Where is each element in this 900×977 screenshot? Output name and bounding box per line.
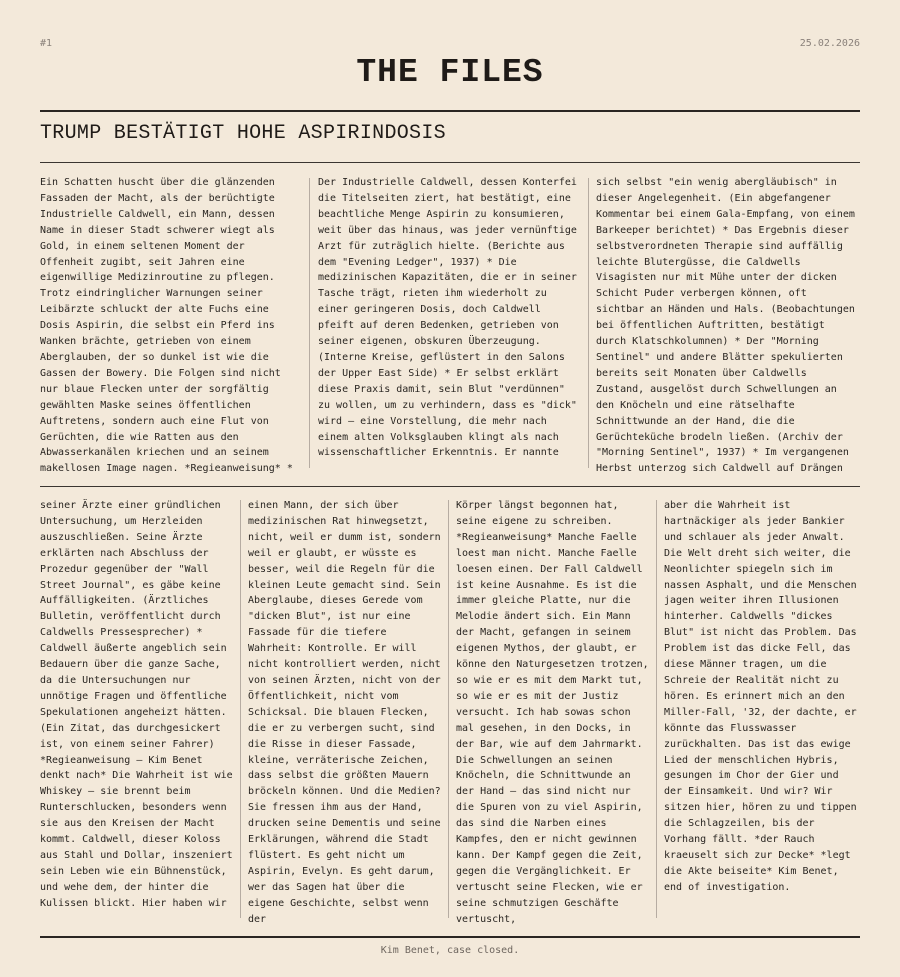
column-divider <box>309 178 310 468</box>
masthead-rule <box>40 110 860 112</box>
article-column-1: Ein Schatten huscht über die glänzenden Fassaden der Macht, als der berüchtigte Industrielle Caldwell, ein Mann, dessen Name in dieser Stadt schwerer wiegt als Gold, in einem seltenen Moment der Offenheit zugibt, seit Jahren eine eigenwillige Medizinroutine zu pflegen. Trotz eindringlicher Warnungen seiner Leibärzte schluckt der alte Fuchs eine Dosis Aspirin, die selbst ein Pferd ins Wanken brächte, getrieben von einem Aberglauben, der so dunkel ist wie die Gassen der Bowery. Die Folgen sind nicht nur blaue Flecken unter der sorgfältig gewählten Maske seines öffentlichen Auftretens, sondern auch eine Flut von Gerüchten, die wie Ratten aus den Abwasserkanälen kriechen und an seinem makellosen Image nagen. *Regieanweisung* * <box>40 177 293 475</box>
headline-rule <box>40 162 860 163</box>
column-divider <box>656 500 657 918</box>
section-rule <box>40 486 860 487</box>
article-column-6: Körper längst begonnen hat, seine eigene zu schreiben. *Regieanweisung* Manche Faelle loest man nicht. Manche Faelle loesen einen. Der Fall Caldwell ist keine Ausnahme. Es ist die immer gleiche Platte, nur die Melodie ändert sich. Ein Mann der Macht, gefangen in seinem eigenen Mythos, der glaubt, er könne den Naturgesetzen trotzen, so wie er es mit dem Markt tut, so wie er es mit der Justiz versucht. Ich hab sowas schon mal gesehen, in den Docks, in der Bar, wie auf dem Jahrmarkt. Die Schwellungen an seinen Knöcheln, die Schnittwunde an der Hand – das sind nicht nur die Spuren von zu viel Aspirin, das sind die Narben eines Kampfes, den er nicht gewinnen kann. Der Kampf gegen die Zeit, gegen die Vergänglichkeit. Er vertuscht seine Flecken, wie er seine schmutzigen Geschäfte vertuscht, <box>456 500 649 925</box>
article-column-5: einen Mann, der sich über medizinischen Rat hinwegsetzt, nicht, weil er dumm ist, sondern weil er glaubt, er wüsste es besser, weil die Regeln für die kleinen Leute gemacht sind. Sein Aberglaube, dieses Gerede vom "dicken Blut", ist nur eine Fassade für die tiefere Wahrheit: Kontrolle. Er will nicht kontrolliert werden, nicht von seinen Ärzten, nicht von der Öffentlichkeit, nicht vom Schicksal. Die blauen Flecken, die er zu verbergen sucht, sind die Risse in dieser Fassade, kleine, verräterische Zeichen, dass selbst die größten Mauern bröckeln können. Und die Medien? Sie fressen ihm aus der Hand, drucken seine Dementis und seine Erklärungen, während die Stadt flüstert. Es geht nicht um Aspirin, Evelyn. Es geht darum, wer das Sagen hat über die eigene Geschichte, selbst wenn der <box>248 500 441 925</box>
footer-rule <box>40 936 860 938</box>
top-bar <box>40 38 860 49</box>
issue-date: 25.02.2026 <box>799 38 860 49</box>
article-column-7: aber die Wahrheit ist hartnäckiger als jeder Bankier und schlauer als jeder Anwalt. Die Welt dreht sich weiter, die Neonlichter spiegeln sich im nassen Asphalt, und die Menschen jagen weiter ihren Illusionen hinterher. Caldwells "dickes Blut" ist nicht das Problem. Das Problem ist das dicke Fell, das diese Männer tragen, um die Schreie der Realität nicht zu hören. Es erinnert mich an den Miller-Fall, '32, der dachte, er könnte das Flusswasser zurückhalten. Das ist das ewige Lied der menschlichen Hybris, gesungen im Chor der Gier und der Einsamkeit. Und wir? Wir sitzen hier, hören zu und tippen die Schlagzeilen, bis der Vorhang fällt. *der Rauch kraeuselt sich zur Decke* *legt die Akte beiseite* Kim Benet, end of investigation. <box>664 500 857 893</box>
masthead-title: THE FILES <box>356 54 544 91</box>
column-divider <box>448 500 449 918</box>
article-headline: TRUMP BESTÄTIGT HOHE ASPIRINDOSIS <box>40 122 446 145</box>
article-column-4: seiner Ärzte einer gründlichen Untersuchung, um Herzleiden auszuschließen. Seine Ärzte erklärten nach Abschluss der Prozedur gegenüber der "Wall Street Journal", es gäbe keine Auffälligkeiten. (Ärztliches Bulletin, veröffentlicht durch Caldwells Pressesprecher) * Caldwell äußerte angeblich sein Bedauern über die ganze Sache, da die Untersuchungen nur unnötige Fragen und öffentliche Spekulationen angeheizt hätten. (Ein Zitat, das durchgesickert ist, von einem seiner Fahrer) *Regieanweisung – Kim Benet denkt nach* Die Wahrheit ist wie Whiskey – sie brennt beim Runterschlucken, besonders wenn sie aus den Kreisen der Macht kommt. Caldwell, dieser Koloss aus Stahl und Dollar, inszeniert sein Leben wie ein Bühnenstück, und wehe dem, der hinter die Kulissen blickt. Hier haben wir <box>40 500 233 909</box>
column-divider <box>240 500 241 918</box>
article-column-3: sich selbst "ein wenig abergläubisch" in dieser Angelegenheit. (Ein abgefangener Kommentar bei einem Gala-Empfang, von einem Barkeeper berichtet) * Das Ergebnis dieser selbstverordneten Therapie sind auffällig leichte Blutergüsse, die Caldwells Visagisten nur mit Mühe unter der dicken Schicht Puder verbergen können, oft sichtbar an Händen und Hals. (Beobachtungen bei öffentlichen Auftritten, bestätigt durch Klatschkolumnen) * Der "Morning Sentinel" und andere Blätter spekulierten bereits seit Monaten über Caldwells Zustand, ausgelöst durch Schwellungen an den Knöcheln und eine rätselhafte Schnittwunde an der Hand, die die Gerüchteküche brodeln ließen. (Archiv der "Morning Sentinel", 1937) * Im vergangenen Herbst unterzog sich Caldwell auf Drängen <box>596 177 855 475</box>
issue-number: #1 <box>40 38 53 49</box>
column-divider <box>588 178 589 468</box>
article-column-2: Der Industrielle Caldwell, dessen Konterfei die Titelseiten ziert, hat bestätigt, eine beachtliche Menge Aspirin zu konsumieren, weit über das hinaus, was jeder vernünftige Arzt für zuträglich hielte. (Berichte aus dem "Evening Ledger", 1937) * Die medizinischen Kapazitäten, die er in seiner Tasche trägt, rieten ihm wiederholt zu einer geringeren Dosis, doch Caldwell pfeift auf deren Bedenken, getrieben von seiner eigenen, obskuren Überzeugung. (Interne Kreise, geflüstert in den Salons der Upper East Side) * Er selbst erklärt diese Praxis damit, sein Blut "verdünnen" zu wollen, um zu verhindern, dass es "dick" wird – eine Vorstellung, die mehr nach einem alten Volksglauben klingt als nach wissenschaftlicher Erkenntnis. Er nannte <box>318 177 577 459</box>
footer-signoff: Kim Benet, case closed. <box>380 945 520 956</box>
